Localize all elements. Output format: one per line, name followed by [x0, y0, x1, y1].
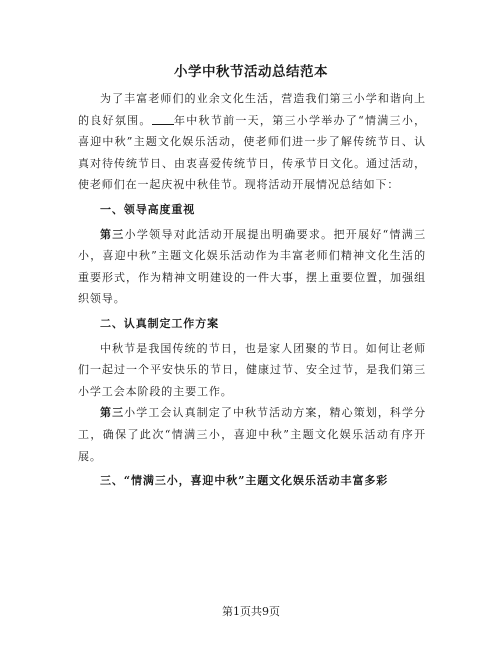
section1-text: 小学领导对此活动开展提出明确要求。把开展好“情满三小，喜迎中秋”主题文化娱乐活动作为丰富老师们精神文化生活的重要形式，作为精神文明建设的一件大事，摆上重要位置，加强组织领导。: [78, 227, 426, 306]
section2-text: 小学工会认真制定了中秋节活动方案，精心策划，科学分工，确保了此次“情满三小，喜迎中秋”主题文化娱乐活动有序开展。: [78, 406, 426, 463]
document-body: [78, 88, 426, 495]
page-number: 第1页共9页: [222, 605, 280, 618]
section2-lead: 第三: [100, 406, 125, 420]
intro-text-after-blank: 年中秋节前一天，第三小学举办了“情满三小，喜迎中秋”主题文化娱乐活动，使老师们进一步了解传统节日、认真对待传统节日、由衷喜爱传统节日，传承节日文化。通过活动，使老师们在一起庆祝中秋佳节。现将活动开展情况总结如下：: [78, 113, 426, 192]
document-title: 小学中秋节活动总结范本: [174, 64, 328, 80]
section3-heading: 三、“情满三小，喜迎中秋”主题文化娱乐活动丰富多彩: [100, 474, 389, 488]
section1-paragraph: [78, 224, 426, 310]
section2-heading: 二、认真制定工作方案: [100, 316, 219, 330]
year-blank: [152, 113, 174, 125]
intro-paragraph: [78, 88, 426, 196]
section1-heading: 一、领导高度重视: [100, 202, 196, 216]
section1-lead: 第三: [100, 227, 125, 241]
section2-paragraph-1: 中秋节是我国传统的节日，也是家人团聚的节日。如何让老师们一起过一个平安快乐的节日，健康过节、安全过节，是我们第三小学工会本阶段的主要工作。: [78, 341, 426, 398]
section2-paragraph-2: [78, 402, 426, 467]
intro-text-before-blank: 为了丰富老师们的业余文化生活，营造我们第三小学和谐向上的良好氛围。: [78, 92, 426, 127]
